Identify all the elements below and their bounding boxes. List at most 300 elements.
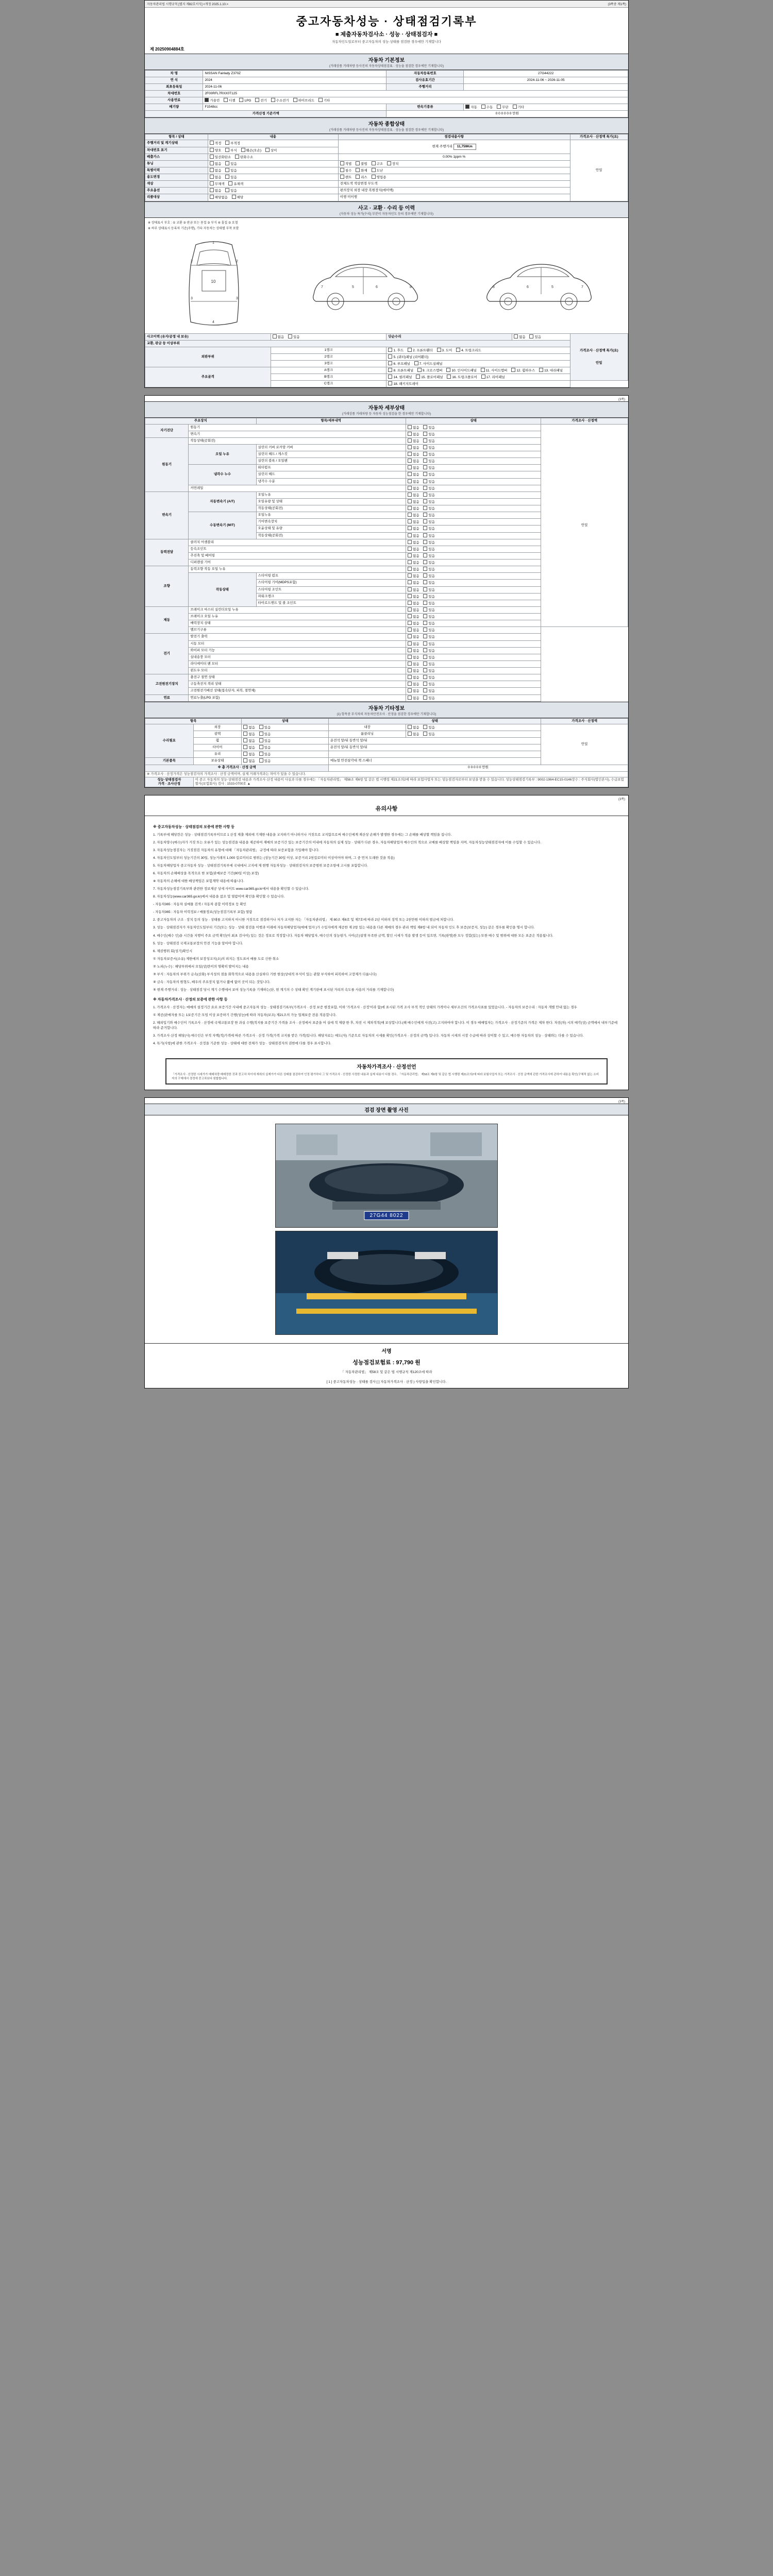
detail-group-transmission: 변속기 <box>145 492 189 539</box>
state-none-8[interactable]: 없음 <box>408 479 419 484</box>
simple-repair-none[interactable]: 없음 <box>514 334 526 340</box>
svg-text:6: 6 <box>527 285 529 289</box>
detail-state-16 <box>406 532 541 539</box>
overall-mileage-value: 11,759Km <box>453 144 476 150</box>
basic-label-base-price: 가격산정 기준가액 <box>145 111 386 117</box>
detail-item-differential: 디퍼렌셜 기어 <box>189 560 406 566</box>
car-right-side-view <box>479 250 598 317</box>
basic-value-vin: 2F00RFL7RXX0T125 <box>203 91 628 97</box>
overall-row-2-opt-1[interactable]: 탄화수소 <box>235 155 253 160</box>
state-none-12[interactable]: 없음 <box>408 506 419 511</box>
state-none-14[interactable]: 없음 <box>408 519 419 524</box>
usage-opt-lease[interactable]: 리스 <box>356 175 367 180</box>
overall-price-note: 안밀 <box>570 140 628 201</box>
basic-value-fuel <box>203 97 628 104</box>
detail-col-1: 항목/세부내역 <box>256 418 406 424</box>
state-none-26[interactable]: 없음 <box>408 601 419 606</box>
state-none-31[interactable]: 없음 <box>408 634 419 639</box>
detail-state-8 <box>406 478 541 485</box>
part-item-hood[interactable]: 1. 후드 <box>388 348 404 353</box>
detail-state-3 <box>406 444 541 451</box>
special-opt-fire[interactable]: 화재 <box>356 168 367 173</box>
part-item-package-tray[interactable]: 18. 패키지트레이 <box>388 381 418 386</box>
tuning-opt-structure[interactable]: 구조 <box>372 161 383 166</box>
etc-price-note: 안밀 <box>541 724 628 765</box>
detail-item-cv-joint: 등속조인트 <box>189 546 406 552</box>
etc-state-roomclean <box>406 731 541 737</box>
detail-state-1 <box>406 431 541 437</box>
detail-state-14 <box>406 519 541 526</box>
etc-wheel-none[interactable]: 없음 <box>243 738 255 743</box>
detail-state-13 <box>406 512 541 519</box>
etc-basic-yes[interactable]: 있음 <box>259 758 271 764</box>
etc-tire-yes[interactable]: 있음 <box>259 745 271 750</box>
photo-rear-lift-view <box>275 1231 498 1335</box>
overall-row-1-opts <box>208 147 338 154</box>
section-detail-band <box>145 401 628 418</box>
detail-state-23 <box>406 580 541 586</box>
etc-basic-detail: 메뉴얼 안전삼각대 잭 스패너 <box>329 758 541 765</box>
state-yes-24[interactable]: 있음 <box>423 587 435 592</box>
detail-state-22 <box>406 573 541 580</box>
state-yes-2[interactable]: 있음 <box>423 438 435 444</box>
state-yes-17[interactable]: 있음 <box>423 540 435 545</box>
notice-s3-item-1: ① 자동차보증서(소유) 제한에의 보장성교지(소)의 피지는 정도표서 매를 도로 신한 취소 <box>153 957 279 961</box>
overall-row-5-name: 용도변경 <box>145 174 208 181</box>
state-yes-18[interactable]: 있음 <box>423 547 435 552</box>
state-none-19[interactable]: 없음 <box>408 553 419 558</box>
etc-item-glass: 유리 <box>193 751 242 758</box>
state-none-29[interactable]: 없음 <box>408 621 419 626</box>
state-none-38[interactable]: 없음 <box>408 682 419 687</box>
special-opt-flood[interactable]: 침수 <box>340 168 352 173</box>
detail-state-38 <box>406 681 541 688</box>
svg-text:10: 10 <box>211 279 216 284</box>
state-none-28[interactable]: 없음 <box>408 614 419 619</box>
etc-exterior-yes[interactable]: 있음 <box>259 725 271 730</box>
state-yes-15[interactable]: 있음 <box>423 526 435 531</box>
detail-item-brake-oil: 브레이크 오일 누유 <box>189 614 406 620</box>
etc-state-polish <box>242 731 329 737</box>
overall-row-0-name: 주행거리 및 계기상태 <box>145 140 208 147</box>
section-basic-band <box>145 54 628 70</box>
state-yes-20[interactable]: 있음 <box>423 560 435 565</box>
notice-s2-item-2: 4. 매수인(매수 인)을 시간을 지행이 주요 금액 확인(이 최초 검사이) 있는 것은 정보로 적정합니다. 자동차 해당업자, 매수인의 성능평가, 사이(은)설명 부족한 금액, 할인 시세가 적용 발생 등이 있으면, 기록(판명)한 모두 정합(있는) 또한 매수 및 범위에 대한 모든 표준은 적용됩니다. <box>153 934 553 938</box>
detail-item-steer-joint: 스티어링 조인트 <box>256 586 406 593</box>
parts-rank-0: 1랭크 <box>271 347 386 353</box>
notice-s1-item-4: 5. 자동차해당업자 중고자동차 성능 · 상태점검기록부에 국내에서 고지에 제 현행 자동차성능 · 상태점검자의 보증범위 보증조항에 고시를 포함합니다. <box>153 863 368 868</box>
detail-state-40 <box>406 694 541 701</box>
overall-row-4-name: 특별이력 <box>145 167 208 174</box>
state-yes-28[interactable]: 있음 <box>423 614 435 619</box>
state-yes-36[interactable]: 있음 <box>423 668 435 673</box>
fuel-option-hybrid[interactable]: 하이브리드 <box>293 98 314 103</box>
detail-sub-steer-operation: 작동상태 <box>189 573 256 607</box>
trans-option-manual[interactable]: 수동 <box>481 105 493 110</box>
overall-row-2-opts <box>208 154 338 160</box>
detail-state-11 <box>406 498 541 505</box>
recall-opt-na[interactable]: 해당없음 <box>210 195 228 200</box>
state-none-17[interactable]: 없음 <box>408 540 419 545</box>
overall-row-0-opts <box>208 140 338 147</box>
part-item-rear-panel[interactable]: 17. 리어패널 <box>481 375 505 380</box>
etc-glass-yes[interactable]: 있음 <box>259 752 271 757</box>
state-none-36[interactable]: 없음 <box>408 668 419 673</box>
etc-sum-value: 0 0 0 0 0 만원 <box>329 765 628 771</box>
state-yes-8[interactable]: 있음 <box>423 479 435 484</box>
basic-label-fuel: 사용연료 <box>145 97 203 104</box>
state-none-25[interactable]: 없음 <box>408 594 419 599</box>
overall-col-0: 항목 / 상태 <box>145 134 208 140</box>
part-item-inside-panel[interactable]: 10. 인사이드패널 <box>446 368 477 373</box>
part-item-side-member[interactable]: 11. 사이드멤버 <box>481 368 508 373</box>
state-yes-40[interactable]: 있음 <box>423 696 435 701</box>
accident-history-yes[interactable]: 있음 <box>288 334 300 340</box>
parts-items-3 <box>386 367 570 374</box>
state-yes-5[interactable]: 있음 <box>423 459 435 464</box>
overall-row-6-opts <box>208 181 338 188</box>
detail-state-33 <box>406 647 541 654</box>
state-none-5[interactable]: 없음 <box>408 459 419 464</box>
special-opt-none[interactable]: 없음 <box>210 168 222 173</box>
recall-opt-yes[interactable]: 해당 <box>232 195 244 200</box>
fuel-option-lpg[interactable]: LPG <box>239 98 251 103</box>
part-item-trunk-lid[interactable]: 4. 트렁크리드 <box>456 348 481 353</box>
basic-label-vin: 차대번호 <box>145 91 203 97</box>
etc-tire-positions: 운전석 앞/뒤 동반석 앞/뒤 <box>329 744 541 751</box>
state-none-39[interactable]: 없음 <box>408 688 419 693</box>
etc-state-interior <box>406 724 541 731</box>
state-none-7[interactable]: 없음 <box>408 472 419 477</box>
fuel-option-etc[interactable]: 기타 <box>318 98 330 103</box>
section-etc-note: (1) 항목중 부식차의 자동차안전조사 · 산정을 점검한 경우에만 기재합니다) <box>337 713 436 716</box>
state-none-33[interactable]: 없음 <box>408 648 419 653</box>
state-yes-16[interactable]: 있음 <box>423 533 435 538</box>
detail-state-25 <box>406 593 541 600</box>
notice-s3-item-0: 6. 제권행위 회(성기)확인시 <box>153 949 193 953</box>
form-legal-note <box>145 1 628 8</box>
etc-item-exterior: 외장 <box>193 724 242 731</box>
part-item-dash-panel[interactable]: 13. 대쉬패널 <box>539 368 563 373</box>
state-none-20[interactable]: 없음 <box>408 560 419 565</box>
basic-value-transmission <box>464 104 628 111</box>
part-item-side-sill-panel[interactable]: 7. 사이드실패널 <box>414 361 443 366</box>
overall-row-6-detail: 전체도색 색상변경 무도색 <box>338 181 570 188</box>
state-none-34[interactable]: 없음 <box>408 655 419 660</box>
accident-history-none[interactable]: 없음 <box>273 334 284 340</box>
parts-items-4 <box>386 374 570 381</box>
detail-sub-oil-leak: 오일 누유 <box>189 444 256 464</box>
state-yes-21[interactable]: 있음 <box>423 567 435 572</box>
state-none-4[interactable]: 없음 <box>408 452 419 457</box>
state-yes-34[interactable]: 있음 <box>423 655 435 660</box>
detail-state-18 <box>406 546 541 552</box>
detail-state-27 <box>406 606 541 613</box>
overall-row-1-opt-0[interactable]: 양호 <box>210 148 222 153</box>
basic-info-table <box>145 70 628 117</box>
etc-item-interior: 내장 <box>329 724 406 731</box>
overall-row-1-opt-2[interactable]: 훼손(오손) <box>241 148 261 153</box>
accident-history-opts <box>271 333 386 340</box>
state-yes-32[interactable]: 있음 <box>423 641 435 647</box>
svg-text:1: 1 <box>212 241 214 245</box>
parts-rank-3: A랭크 <box>271 367 386 374</box>
detail-item-power-steer-leak: 동력조향 작동 오일 누유 <box>189 566 406 573</box>
state-yes-39[interactable]: 있음 <box>423 688 435 693</box>
overall-row-1-opt-3[interactable]: 상이 <box>265 148 277 153</box>
basic-value-plate: 27G44222 <box>464 71 628 77</box>
overall-row-3-opt-1[interactable]: 있음 <box>225 161 237 166</box>
detail-price-note: 안밀 <box>541 424 628 627</box>
overall-row-7-opts <box>208 188 338 194</box>
state-none-16[interactable]: 없음 <box>408 533 419 538</box>
car-diagram-row <box>148 231 625 332</box>
option-opt-yes[interactable]: 있음 <box>225 188 237 193</box>
overall-row-3-opt-0[interactable]: 없음 <box>210 161 222 166</box>
state-yes-11[interactable]: 있음 <box>423 499 435 504</box>
page4-mark: (3쪽) <box>618 1100 625 1104</box>
detail-group-electric: 전기 <box>145 634 189 674</box>
etc-tire-none[interactable]: 없음 <box>243 745 255 750</box>
state-none-1[interactable]: 없음 <box>408 432 419 437</box>
etc-item-roomclean: 룸클리닝 <box>329 731 406 737</box>
color-opt-achromatic[interactable]: 무채색 <box>210 181 225 187</box>
sheet-page-3 <box>144 795 629 1090</box>
detail-item-common-rail: 커먼레일 <box>189 485 406 492</box>
detail-item-window-motor: 윈도우 모터 <box>189 668 406 674</box>
etc-col-3: 가격조사 · 산정액 <box>541 718 628 724</box>
usage-opt-none[interactable]: 없음 <box>210 175 222 180</box>
parts-items-5 <box>386 381 570 387</box>
state-yes-30[interactable]: 있음 <box>423 628 435 633</box>
state-none-0[interactable]: 없음 <box>408 425 419 430</box>
state-yes-33[interactable]: 있음 <box>423 648 435 653</box>
state-yes-4[interactable]: 있음 <box>423 452 435 457</box>
state-yes-9[interactable]: 있음 <box>423 486 435 491</box>
fuel-option-diesel[interactable]: 디젤 <box>224 98 236 103</box>
state-none-18[interactable]: 없음 <box>408 547 419 552</box>
state-none-10[interactable]: 없음 <box>408 493 419 498</box>
color-opt-chromatic[interactable]: 유채색 <box>228 181 243 187</box>
etc-state-wheel <box>242 738 329 744</box>
svg-text:2: 2 <box>190 259 193 263</box>
section-detail-note: (거래상품 거래차량 등 자동차 성능점검을 한 경우에만 기재합니다) <box>342 413 431 416</box>
etc-interior-none[interactable]: 없음 <box>408 725 419 730</box>
overall-row-1-opt-1[interactable]: 부식 <box>225 148 237 153</box>
part-item-wheel-house[interactable]: 12. 휠하우스 <box>511 368 535 373</box>
state-yes-0[interactable]: 있음 <box>423 425 435 430</box>
state-yes-7[interactable]: 있음 <box>423 472 435 477</box>
part-item-floor-panel[interactable]: 15. 플로어패널 <box>416 375 443 380</box>
part-item-cross-member[interactable]: 9. 크로스멤버 <box>417 368 443 373</box>
detail-col-0: 주요장치 <box>145 418 257 424</box>
detail-state-10 <box>406 492 541 498</box>
part-item-roof-panel[interactable]: 6. 루프패널 <box>388 361 410 366</box>
state-yes-6[interactable]: 있음 <box>423 465 435 470</box>
state-yes-37[interactable]: 있음 <box>423 675 435 680</box>
section-etc-band <box>145 702 628 718</box>
state-none-30[interactable]: 없음 <box>408 628 419 633</box>
overall-row-8-opts <box>208 194 338 201</box>
state-none-40[interactable]: 없음 <box>408 696 419 701</box>
section-detail-title: 자동차 세부상태 <box>368 405 405 412</box>
overall-row-0-opt-1[interactable]: 부적정 <box>225 141 240 146</box>
part-item-door[interactable]: 3. 도어 <box>437 348 452 353</box>
detail-item-cyl-head: 실린더 헤드 <box>256 471 406 478</box>
state-yes-25[interactable]: 있음 <box>423 594 435 599</box>
state-none-32[interactable]: 없음 <box>408 641 419 647</box>
overall-row-3-name: 튜닝 <box>145 160 208 167</box>
state-none-37[interactable]: 없음 <box>408 675 419 680</box>
state-none-24[interactable]: 없음 <box>408 587 419 592</box>
etc-state-exterior <box>242 724 329 731</box>
trans-option-cvt[interactable]: 무단 <box>497 105 509 110</box>
trans-option-auto[interactable]: 자동 <box>465 105 477 110</box>
page-title: 중고자동차성능 · 상태점검기록부 <box>296 15 477 28</box>
tuning-opt-legal[interactable]: 적법 <box>340 161 352 166</box>
state-none-27[interactable]: 없음 <box>408 607 419 613</box>
notice-s2-item-1: 3. 성능 · 상태점검자가 자동차인도일부터 기간(또는 성능 · 상태 점검을 이행과 이래에 자동차해당업자(매매 업자 )가 수입자에게 제공한 제 2항 있는 내용을 다른 재매의 경우 관리 책임 제8항 내 되어 자동차 인도 후 보증(보증지, 성능) 같은 경우를 확인을 명시 합니다. <box>153 926 535 930</box>
state-yes-38[interactable]: 있음 <box>423 682 435 687</box>
part-item-front-fender[interactable]: 2. 프론트휀더 <box>408 348 433 353</box>
etc-polish-yes[interactable]: 있음 <box>259 732 271 737</box>
etc-glass-none[interactable]: 없음 <box>243 752 255 757</box>
tuning-opt-illegal[interactable]: 불법 <box>356 161 367 166</box>
detail-state-30 <box>406 627 541 634</box>
state-none-11[interactable]: 없음 <box>408 499 419 504</box>
state-yes-12[interactable]: 있음 <box>423 506 435 511</box>
svg-text:5: 5 <box>351 285 354 289</box>
etc-polish-none[interactable]: 없음 <box>243 732 255 737</box>
etc-roomclean-yes[interactable]: 있음 <box>423 732 435 737</box>
etc-wheel-yes[interactable]: 있음 <box>259 738 271 743</box>
notice-s1-item-2: 3. 자동차성능점검자는 거짓점검 자동차의 유형에 대해 「자동차관리법」 규정에 따라 보증보험을 가입해야 합니다. <box>153 848 320 852</box>
state-none-15[interactable]: 없음 <box>408 526 419 531</box>
state-none-35[interactable]: 없음 <box>408 662 419 667</box>
svg-text:8: 8 <box>409 285 412 289</box>
detail-state-34 <box>406 654 541 660</box>
state-none-3[interactable]: 없음 <box>408 445 419 450</box>
basic-value-year: 2024 <box>203 77 386 84</box>
state-yes-13[interactable]: 있음 <box>423 513 435 518</box>
part-item-front-panel[interactable]: 8. 프론트패널 <box>388 368 413 373</box>
part-item-quarter-panel[interactable]: 5. (쿼터)패널 (리어휀더) <box>388 354 428 360</box>
trans-option-etc[interactable]: 기타 <box>513 105 525 110</box>
state-none-13[interactable]: 없음 <box>408 513 419 518</box>
overall-mileage-cell <box>338 140 570 154</box>
notice-s1-item-9: - 자동차365 : 자동차 실매물 검색 / 자동차 종합 이력정보 등 확인 <box>153 903 246 907</box>
basic-label-mileage: 주행거리 <box>386 84 464 91</box>
detail-item-at-operate: 작동상태(공회전) <box>256 505 406 512</box>
detail-state-37 <box>406 674 541 681</box>
state-yes-10[interactable]: 있음 <box>423 493 435 498</box>
fuel-option-hydrogen[interactable]: 수소전기 <box>271 98 289 103</box>
notice-s3-item-4: ④ 금속 : 자동차의 원형도, 배우의 주요장치 없거나 짧에 없이 곳이 되는 것입니다. <box>153 980 271 984</box>
state-none-23[interactable]: 없음 <box>408 580 419 585</box>
detail-sub-auto-trans: 자동변속기 (A/T) <box>189 492 256 512</box>
accident-history-table <box>145 333 628 388</box>
state-none-2[interactable]: 없음 <box>408 438 419 444</box>
state-yes-14[interactable]: 있음 <box>423 519 435 524</box>
state-none-21[interactable]: 없음 <box>408 567 419 572</box>
state-yes-26[interactable]: 있음 <box>423 601 435 606</box>
overall-row-0-opt-0[interactable]: 적정 <box>210 141 222 146</box>
overall-row-8-name: 리콜대상 <box>145 194 208 201</box>
detail-item-master-cyl: 브레이크 마스터 실린더오일 누유 <box>189 606 406 613</box>
state-none-9[interactable]: 없음 <box>408 486 419 491</box>
notice-section-4-title: ※ 자동차가격조사 · 산정의 보증에 관한 사항 등 <box>153 998 228 1002</box>
parts-items-0 <box>386 347 570 353</box>
notice-s2-item-3: 5. 성능 · 상태점검 국제교통보장의 안전 기능을 알아야 합니다. <box>153 941 243 945</box>
etc-exterior-none[interactable]: 없음 <box>243 725 255 730</box>
etc-col-2: 상태 <box>329 718 541 724</box>
detail-group-hv-electric: 고전원전기장치 <box>145 674 189 694</box>
etc-info-table <box>145 718 628 787</box>
section-etc-title: 자동차 기타정보 <box>368 705 405 711</box>
fuel-option-electric[interactable]: 전기 <box>255 98 267 103</box>
tuning-opt-device[interactable]: 장치 <box>387 161 399 166</box>
parts-rank-2: 3랭크 <box>271 360 386 367</box>
state-yes-19[interactable]: 있음 <box>423 553 435 558</box>
overall-row-3-opts <box>208 160 338 167</box>
simple-repair-yes[interactable]: 있음 <box>529 334 541 340</box>
part-item-trunk-floor[interactable]: 16. 트렁크플로어 <box>447 375 477 380</box>
option-opt-none[interactable]: 없음 <box>210 188 222 193</box>
state-yes-35[interactable]: 있음 <box>423 662 435 667</box>
detail-state-5 <box>406 458 541 465</box>
svg-text:7: 7 <box>321 285 323 289</box>
notice-s1-item-7: 7. 자동차성능점검기록부와 관련한 정보제공 상세 사이트 www.car365.go.kr에서 내용을 확인할 수 있습니다. <box>153 887 309 891</box>
etc-interior-yes[interactable]: 있음 <box>423 725 435 730</box>
car-front-view <box>175 234 253 332</box>
state-none-22[interactable]: 없음 <box>408 573 419 579</box>
state-yes-23[interactable]: 있음 <box>423 580 435 585</box>
etc-basic-none[interactable]: 없음 <box>243 758 255 764</box>
detail-item-water-pump: 워터펌프 <box>256 465 406 471</box>
state-yes-1[interactable]: 있음 <box>423 432 435 437</box>
notice-s4-item-4: 4. 특가(사항)에 관한 가격조사 · 산정을 기준한 성능 · 상태에 대한 전체가 성능 · 상태점검자의 권한에 다를 경우 표시합니다. <box>153 1042 331 1046</box>
svg-text:3: 3 <box>190 296 193 300</box>
section-photos-band <box>145 1104 628 1115</box>
overall-row-5-detail <box>338 174 570 181</box>
state-yes-3[interactable]: 있음 <box>423 445 435 450</box>
special-opt-theft[interactable]: 도난 <box>372 168 383 173</box>
state-yes-31[interactable]: 있음 <box>423 634 435 639</box>
state-yes-27[interactable]: 있음 <box>423 607 435 613</box>
fuel-option-gasoline[interactable]: 가솔린 <box>205 98 220 103</box>
overall-row-1-name: 차대번호 표기 <box>145 147 208 154</box>
special-opt-yes[interactable]: 있음 <box>225 168 237 173</box>
detail-state-19 <box>406 552 541 559</box>
overall-row-2-opt-0[interactable]: 일산화탄소 <box>210 155 231 160</box>
detail-item-hv-wiring: 고전원전기배선 상태(접속단자, 피복, 절연체) <box>189 688 406 694</box>
svg-text:2: 2 <box>236 259 238 263</box>
usage-opt-rent[interactable]: 렌트 <box>340 175 352 180</box>
usage-opt-yes[interactable]: 있음 <box>225 175 237 180</box>
parts-rank-4: B랭크 <box>271 374 386 381</box>
detail-item-radiator-fan: 라디에이터 팬 모터 <box>189 660 406 667</box>
usage-opt-commercial[interactable]: 영업용 <box>372 175 386 180</box>
notice-s3-item-3: ③ 부식 : 자동차의 부위가 금속(산화) 부식성의 점을 화학적으로 내용을 산실하다 기한 현상(상대적 부식이 있는 관할 부식하여 피복하여 고장제가 다릅니다) <box>153 972 377 976</box>
part-item-pillar-panel[interactable]: 14. 필러패널 <box>388 375 412 380</box>
etc-roomclean-none[interactable]: 없음 <box>408 732 419 737</box>
overall-row-7-detail: 편의장치 외장 내장 복원장치(에어백) <box>338 188 570 194</box>
overall-col-2: 점검내용사항 <box>338 134 570 140</box>
state-yes-22[interactable]: 있음 <box>423 573 435 579</box>
state-none-6[interactable]: 없음 <box>408 465 419 470</box>
state-yes-29[interactable]: 있음 <box>423 621 435 626</box>
detail-item-blower-motor: 실내송풍 모터 <box>189 654 406 660</box>
